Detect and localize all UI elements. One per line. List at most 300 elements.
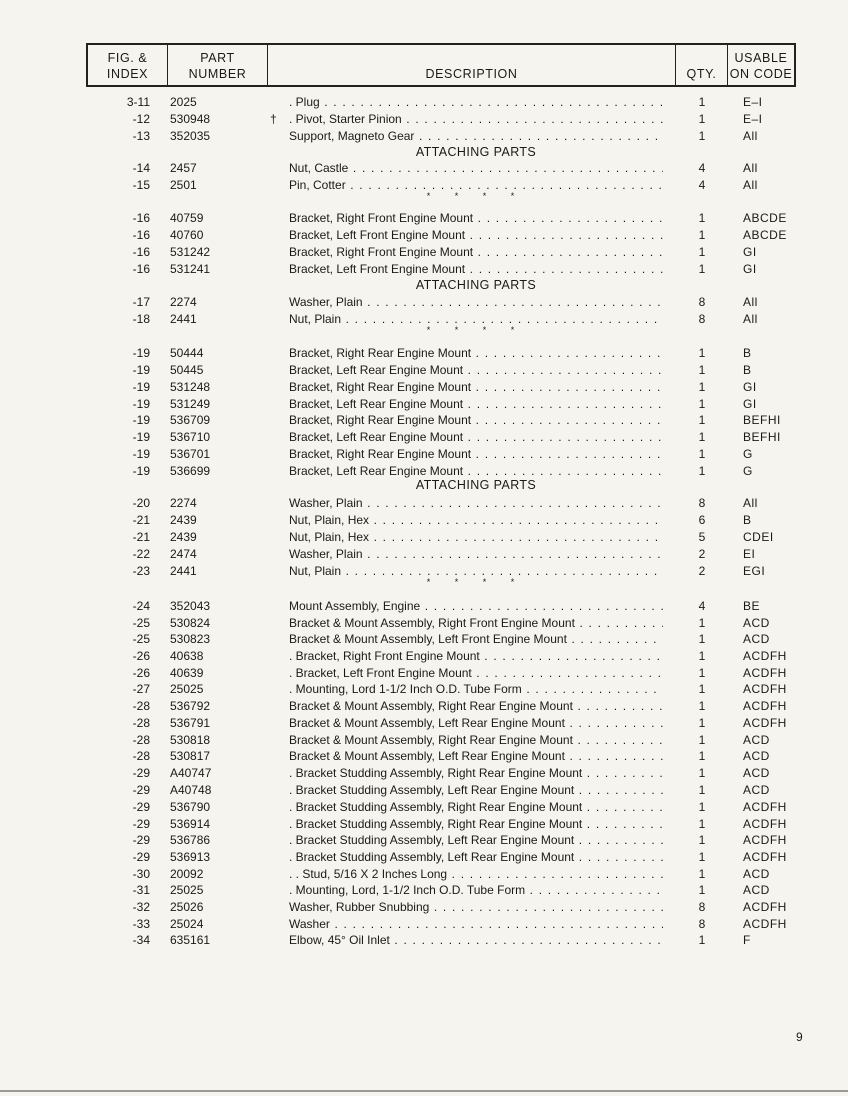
dot-leader	[363, 496, 663, 510]
usable-code-cell: ACD	[743, 616, 770, 630]
attaching-parts-label: ATTACHING PARTS	[415, 478, 537, 492]
table-row	[0, 345, 848, 361]
table-row	[0, 882, 848, 898]
description-text: Mount Assembly, Engine	[289, 599, 421, 613]
table-row	[0, 210, 848, 226]
qty-cell: 1	[698, 464, 706, 478]
qty-cell: 1	[698, 616, 706, 630]
description-cell	[289, 529, 663, 545]
qty-cell: 8	[698, 917, 706, 931]
usable-code-cell: ACD	[743, 867, 770, 881]
fig-index-cell: -19	[132, 397, 150, 411]
usable-code-cell: All	[743, 312, 758, 326]
usable-code-cell: ACD	[743, 766, 770, 780]
usable-code-cell: ACD	[743, 632, 770, 646]
description-cell	[289, 227, 663, 243]
table-row	[0, 665, 848, 681]
part-number-cell: 2501	[170, 178, 197, 192]
description-cell	[289, 748, 663, 764]
description-text: . Bracket Studding Assembly, Left Rear Engine Mount	[289, 783, 575, 797]
description-cell	[289, 244, 663, 260]
dot-leader	[471, 447, 663, 461]
fig-index-cell: -33	[132, 917, 150, 931]
qty-cell: 1	[698, 346, 706, 360]
description-cell	[289, 294, 663, 310]
dot-leader	[473, 245, 663, 259]
part-number-cell: 530817	[170, 749, 211, 763]
description-text: Nut, Plain	[289, 312, 342, 326]
description-text: Bracket & Mount Assembly, Right Rear Engine Mount	[289, 699, 573, 713]
part-number-cell: 530824	[170, 616, 211, 630]
usable-code-cell: CDEI	[743, 530, 774, 544]
usable-code-cell: ACD	[743, 749, 770, 763]
fig-index-cell: -27	[132, 682, 150, 696]
description-cell	[289, 512, 663, 528]
description-text: Bracket, Left Rear Engine Mount	[289, 397, 464, 411]
dot-leader	[574, 783, 663, 797]
description-text: Washer	[289, 917, 330, 931]
description-text: Bracket, Right Rear Engine Mount	[289, 447, 472, 461]
fig-index-cell: -19	[132, 346, 150, 360]
fig-index-cell: -14	[132, 161, 150, 175]
table-row	[0, 261, 848, 277]
part-number-cell: 2274	[170, 295, 197, 309]
part-number-cell: 2274	[170, 496, 197, 510]
usable-code-cell: ABCDE	[743, 228, 787, 242]
fig-index-cell: -28	[132, 749, 150, 763]
fig-index-cell: -29	[132, 817, 150, 831]
description-cell	[289, 429, 663, 445]
dot-leader	[574, 833, 663, 847]
dot-leader	[473, 211, 663, 225]
attaching-parts-label: ATTACHING PARTS	[415, 278, 537, 292]
usable-code-cell: BEFHI	[743, 413, 781, 427]
table-row	[0, 849, 848, 865]
dot-leader	[465, 228, 663, 242]
dot-leader	[565, 716, 663, 730]
part-number-cell: 25025	[170, 883, 204, 897]
description-text: Bracket & Mount Assembly, Right Rear Engine Mount	[289, 733, 573, 747]
table-row	[0, 916, 848, 932]
usable-code-cell: ACDFH	[743, 649, 787, 663]
usable-code-cell: GI	[743, 245, 757, 259]
table-row	[0, 160, 848, 176]
description-text: . Bracket Studding Assembly, Right Rear Engine Mount	[289, 817, 583, 831]
section-separator-stars: * * * *	[426, 191, 526, 201]
usable-code-cell: G	[743, 464, 753, 478]
fig-index-cell: -23	[132, 564, 150, 578]
fig-index-cell: -16	[132, 245, 150, 259]
qty-cell: 1	[698, 363, 706, 377]
qty-cell: 1	[698, 800, 706, 814]
description-text: Bracket & Mount Assembly, Left Front Engine Mount	[289, 632, 567, 646]
description-text: Nut, Plain, Hex	[289, 530, 370, 544]
fig-index-cell: -30	[132, 867, 150, 881]
usable-code-cell: ACDFH	[743, 917, 787, 931]
dot-leader	[402, 112, 663, 126]
part-number-cell: 531249	[170, 397, 211, 411]
part-number-cell: 25024	[170, 917, 204, 931]
description-cell	[289, 932, 663, 948]
fig-index-cell: -12	[132, 112, 150, 126]
fig-index-cell: -29	[132, 833, 150, 847]
qty-cell: 1	[698, 447, 706, 461]
dot-leader	[471, 380, 663, 394]
qty-cell: 1	[698, 129, 706, 143]
description-text: Support, Magneto Gear	[289, 129, 415, 143]
usable-code-cell: GI	[743, 262, 757, 276]
attaching-parts-label: ATTACHING PARTS	[415, 145, 537, 159]
table-row	[0, 598, 848, 614]
part-number-cell: 530818	[170, 733, 211, 747]
qty-cell: 1	[698, 716, 706, 730]
fig-index-cell: -31	[132, 883, 150, 897]
dot-leader	[330, 917, 663, 931]
dot-leader	[522, 682, 663, 696]
qty-cell: 1	[698, 228, 706, 242]
dot-leader	[465, 262, 663, 276]
part-number-cell: 2474	[170, 547, 197, 561]
description-cell	[289, 396, 663, 412]
part-number-cell: 50444	[170, 346, 204, 360]
description-cell	[289, 446, 663, 462]
usable-code-cell: All	[743, 496, 758, 510]
description-text: Bracket, Right Front Engine Mount	[289, 211, 474, 225]
part-number-cell: 536709	[170, 413, 211, 427]
fig-index-cell: -18	[132, 312, 150, 326]
part-number-cell: 536914	[170, 817, 211, 831]
qty-cell: 1	[698, 933, 706, 947]
fig-index-cell: -29	[132, 766, 150, 780]
qty-cell: 8	[698, 900, 706, 914]
description-cell	[289, 160, 663, 176]
table-row	[0, 244, 848, 260]
table-row	[0, 932, 848, 948]
description-cell	[289, 379, 663, 395]
part-number-cell: 40639	[170, 666, 204, 680]
table-row	[0, 748, 848, 764]
qty-cell: 8	[698, 295, 706, 309]
description-text: . Bracket Studding Assembly, Right Rear Engine Mount	[289, 800, 583, 814]
table-row	[0, 765, 848, 781]
qty-cell: 1	[698, 211, 706, 225]
description-cell	[289, 715, 663, 731]
part-number-cell: 530948	[170, 112, 211, 126]
usable-code-cell: E–I	[743, 112, 763, 126]
description-cell	[289, 816, 663, 832]
table-row	[0, 362, 848, 378]
table-row	[0, 529, 848, 545]
table-row	[0, 698, 848, 714]
description-cell	[289, 111, 663, 127]
description-cell	[289, 631, 663, 647]
part-number-cell: 536790	[170, 800, 211, 814]
qty-cell: 1	[698, 95, 706, 109]
description-cell	[289, 799, 663, 815]
fig-index-cell: -19	[132, 413, 150, 427]
header-fig-index: FIG. & INDEX	[88, 45, 168, 85]
part-number-cell: 536701	[170, 447, 211, 461]
table-row	[0, 732, 848, 748]
dot-leader	[472, 666, 663, 680]
description-cell	[289, 782, 663, 798]
part-number-cell: 531248	[170, 380, 211, 394]
part-number-cell: 2439	[170, 530, 197, 544]
qty-cell: 1	[698, 632, 706, 646]
description-cell	[289, 546, 663, 562]
usable-code-cell: EGI	[743, 564, 766, 578]
description-text: Nut, Plain, Hex	[289, 513, 370, 527]
part-number-cell: 536786	[170, 833, 211, 847]
fig-index-cell: -28	[132, 716, 150, 730]
fig-index-cell: -13	[132, 129, 150, 143]
description-text: Washer, Plain	[289, 295, 363, 309]
fig-index-cell: -26	[132, 649, 150, 663]
qty-cell: 1	[698, 699, 706, 713]
dot-leader	[348, 161, 663, 175]
description-text: Bracket & Mount Assembly, Left Rear Engine Mount	[289, 749, 565, 763]
part-number-cell: 530823	[170, 632, 211, 646]
part-number-cell: 536792	[170, 699, 211, 713]
table-row	[0, 782, 848, 798]
qty-cell: 4	[698, 178, 706, 192]
fig-index-cell: 3-11	[126, 95, 150, 109]
table-row	[0, 227, 848, 243]
usable-code-cell: EI	[743, 547, 756, 561]
qty-cell: 5	[698, 530, 706, 544]
dot-leader	[369, 513, 663, 527]
usable-code-cell: BEFHI	[743, 430, 781, 444]
table-row	[0, 866, 848, 882]
description-cell	[289, 899, 663, 915]
description-cell	[289, 832, 663, 848]
description-text: Washer, Rubber Snubbing	[289, 900, 430, 914]
dot-leader	[463, 430, 663, 444]
usable-code-cell: G	[743, 447, 753, 461]
part-number-cell: 352035	[170, 129, 211, 143]
fig-index-cell: -32	[132, 900, 150, 914]
table-row	[0, 512, 848, 528]
dot-leader	[390, 933, 663, 947]
description-cell	[289, 261, 663, 277]
description-text: Bracket, Left Rear Engine Mount	[289, 464, 464, 478]
dot-leader	[369, 530, 663, 544]
part-number-cell: 40759	[170, 211, 204, 225]
description-cell	[289, 732, 663, 748]
part-number-cell: A40748	[170, 783, 212, 797]
dot-leader	[341, 312, 663, 326]
description-cell	[289, 345, 663, 361]
usable-code-cell: ACD	[743, 733, 770, 747]
usable-code-cell: All	[743, 295, 758, 309]
part-number-cell: A40747	[170, 766, 212, 780]
fig-index-cell: -24	[132, 599, 150, 613]
part-number-cell: 536710	[170, 430, 211, 444]
description-text: . Bracket Studding Assembly, Left Rear Engine Mount	[289, 833, 575, 847]
description-text: Pin, Cotter	[289, 178, 346, 192]
qty-cell: 1	[698, 413, 706, 427]
dot-leader	[414, 129, 663, 143]
description-text: . Bracket, Left Front Engine Mount	[289, 666, 472, 680]
usable-code-cell: E–I	[743, 95, 763, 109]
fig-index-cell: -34	[132, 933, 150, 947]
description-cell	[289, 615, 663, 631]
dot-leader	[463, 397, 663, 411]
description-text: Bracket, Right Front Engine Mount	[289, 245, 474, 259]
table-row	[0, 832, 848, 848]
qty-cell: 1	[698, 817, 706, 831]
description-text: Bracket, Left Rear Engine Mount	[289, 363, 464, 377]
dot-leader	[341, 564, 663, 578]
dot-leader	[573, 699, 663, 713]
table-row	[0, 546, 848, 562]
part-number-cell: 536913	[170, 850, 211, 864]
dot-leader	[582, 800, 663, 814]
description-cell	[289, 598, 663, 614]
table-row	[0, 412, 848, 428]
fig-index-cell: -29	[132, 783, 150, 797]
dot-leader	[573, 733, 663, 747]
part-number-cell: 25026	[170, 900, 204, 914]
usable-code-cell: All	[743, 129, 758, 143]
qty-cell: 1	[698, 397, 706, 411]
fig-index-cell: -28	[132, 733, 150, 747]
fig-index-cell: -28	[132, 699, 150, 713]
fig-index-cell: -19	[132, 363, 150, 377]
dot-leader	[565, 749, 663, 763]
dot-leader	[480, 649, 663, 663]
dot-leader	[363, 547, 663, 561]
description-text: . Mounting, Lord, 1-1/2 Inch O.D. Tube Form	[289, 883, 526, 897]
description-text: Elbow, 45° Oil Inlet	[289, 933, 390, 947]
dot-leader	[420, 599, 663, 613]
usable-code-cell: BE	[743, 599, 761, 613]
usable-code-cell: F	[743, 933, 751, 947]
description-cell	[289, 866, 663, 882]
header-qty: QTY.	[676, 45, 728, 85]
fig-index-cell: -29	[132, 800, 150, 814]
description-cell	[289, 665, 663, 681]
qty-cell: 1	[698, 833, 706, 847]
description-text: Bracket, Right Rear Engine Mount	[289, 413, 472, 427]
description-text: Nut, Castle	[289, 161, 349, 175]
table-row	[0, 495, 848, 511]
part-number-cell: 531242	[170, 245, 211, 259]
usable-code-cell: B	[743, 363, 752, 377]
table-row	[0, 429, 848, 445]
description-cell	[289, 849, 663, 865]
qty-cell: 1	[698, 682, 706, 696]
usable-code-cell: B	[743, 513, 752, 527]
description-text: Bracket & Mount Assembly, Right Front Engine Mount	[289, 616, 575, 630]
qty-cell: 1	[698, 883, 706, 897]
qty-cell: 1	[698, 245, 706, 259]
table-row	[0, 681, 848, 697]
table-row	[0, 111, 848, 127]
dot-leader	[429, 900, 663, 914]
part-number-cell: 2025	[170, 95, 197, 109]
table-row	[0, 899, 848, 915]
qty-cell: 4	[698, 161, 706, 175]
part-number-cell: 40638	[170, 649, 204, 663]
fig-index-cell: -19	[132, 464, 150, 478]
fig-index-cell: -21	[132, 530, 150, 544]
description-text: . Bracket Studding Assembly, Left Rear Engine Mount	[289, 850, 575, 864]
table-header	[86, 43, 796, 87]
usable-code-cell: ACDFH	[743, 900, 787, 914]
qty-cell: 1	[698, 262, 706, 276]
fig-index-cell: -25	[132, 616, 150, 630]
qty-cell: 2	[698, 564, 706, 578]
part-number-cell: 2457	[170, 161, 197, 175]
dot-leader	[582, 766, 663, 780]
fig-index-cell: -22	[132, 547, 150, 561]
description-cell	[289, 128, 663, 144]
part-number-cell: 352043	[170, 599, 211, 613]
usable-code-cell: ACDFH	[743, 716, 787, 730]
table-row	[0, 94, 848, 110]
fig-index-cell: -29	[132, 850, 150, 864]
fig-index-cell: -16	[132, 262, 150, 276]
usable-code-cell: ACDFH	[743, 800, 787, 814]
qty-cell: 8	[698, 496, 706, 510]
table-row	[0, 379, 848, 395]
table-row	[0, 648, 848, 664]
fig-index-cell: -16	[132, 211, 150, 225]
header-description: DESCRIPTION	[268, 45, 676, 85]
description-cell	[289, 698, 663, 714]
usable-code-cell: ACDFH	[743, 850, 787, 864]
note-mark-cell: †	[270, 112, 277, 126]
section-separator-stars: * * * *	[426, 325, 526, 335]
dot-leader	[471, 413, 663, 427]
table-row	[0, 799, 848, 815]
qty-cell: 8	[698, 312, 706, 326]
usable-code-cell: ACDFH	[743, 666, 787, 680]
usable-code-cell: All	[743, 161, 758, 175]
qty-cell: 1	[698, 867, 706, 881]
dot-leader	[363, 295, 663, 309]
part-number-cell: 536699	[170, 464, 211, 478]
part-number-cell: 635161	[170, 933, 211, 947]
usable-code-cell: B	[743, 346, 752, 360]
description-text: . Mounting, Lord 1-1/2 Inch O.D. Tube Form	[289, 682, 522, 696]
dot-leader	[582, 817, 663, 831]
table-row	[0, 446, 848, 462]
dot-leader	[463, 363, 663, 377]
fig-index-cell: -21	[132, 513, 150, 527]
part-number-cell: 25025	[170, 682, 204, 696]
dot-leader	[574, 850, 663, 864]
table-row	[0, 631, 848, 647]
usable-code-cell: GI	[743, 380, 757, 394]
fig-index-cell: -19	[132, 430, 150, 444]
usable-code-cell: ACD	[743, 883, 770, 897]
description-cell	[289, 210, 663, 226]
description-cell	[289, 916, 663, 932]
dot-leader	[471, 346, 663, 360]
description-text: Washer, Plain	[289, 547, 363, 561]
dot-leader	[447, 867, 663, 881]
header-part-number: PART NUMBER	[168, 45, 268, 85]
page-number: 9	[796, 1030, 803, 1044]
description-text: Bracket, Right Rear Engine Mount	[289, 380, 472, 394]
description-text: . Bracket, Right Front Engine Mount	[289, 649, 480, 663]
description-cell	[289, 648, 663, 664]
section-separator-stars: * * * *	[426, 577, 526, 587]
qty-cell: 2	[698, 547, 706, 561]
part-number-cell: 50445	[170, 363, 204, 377]
